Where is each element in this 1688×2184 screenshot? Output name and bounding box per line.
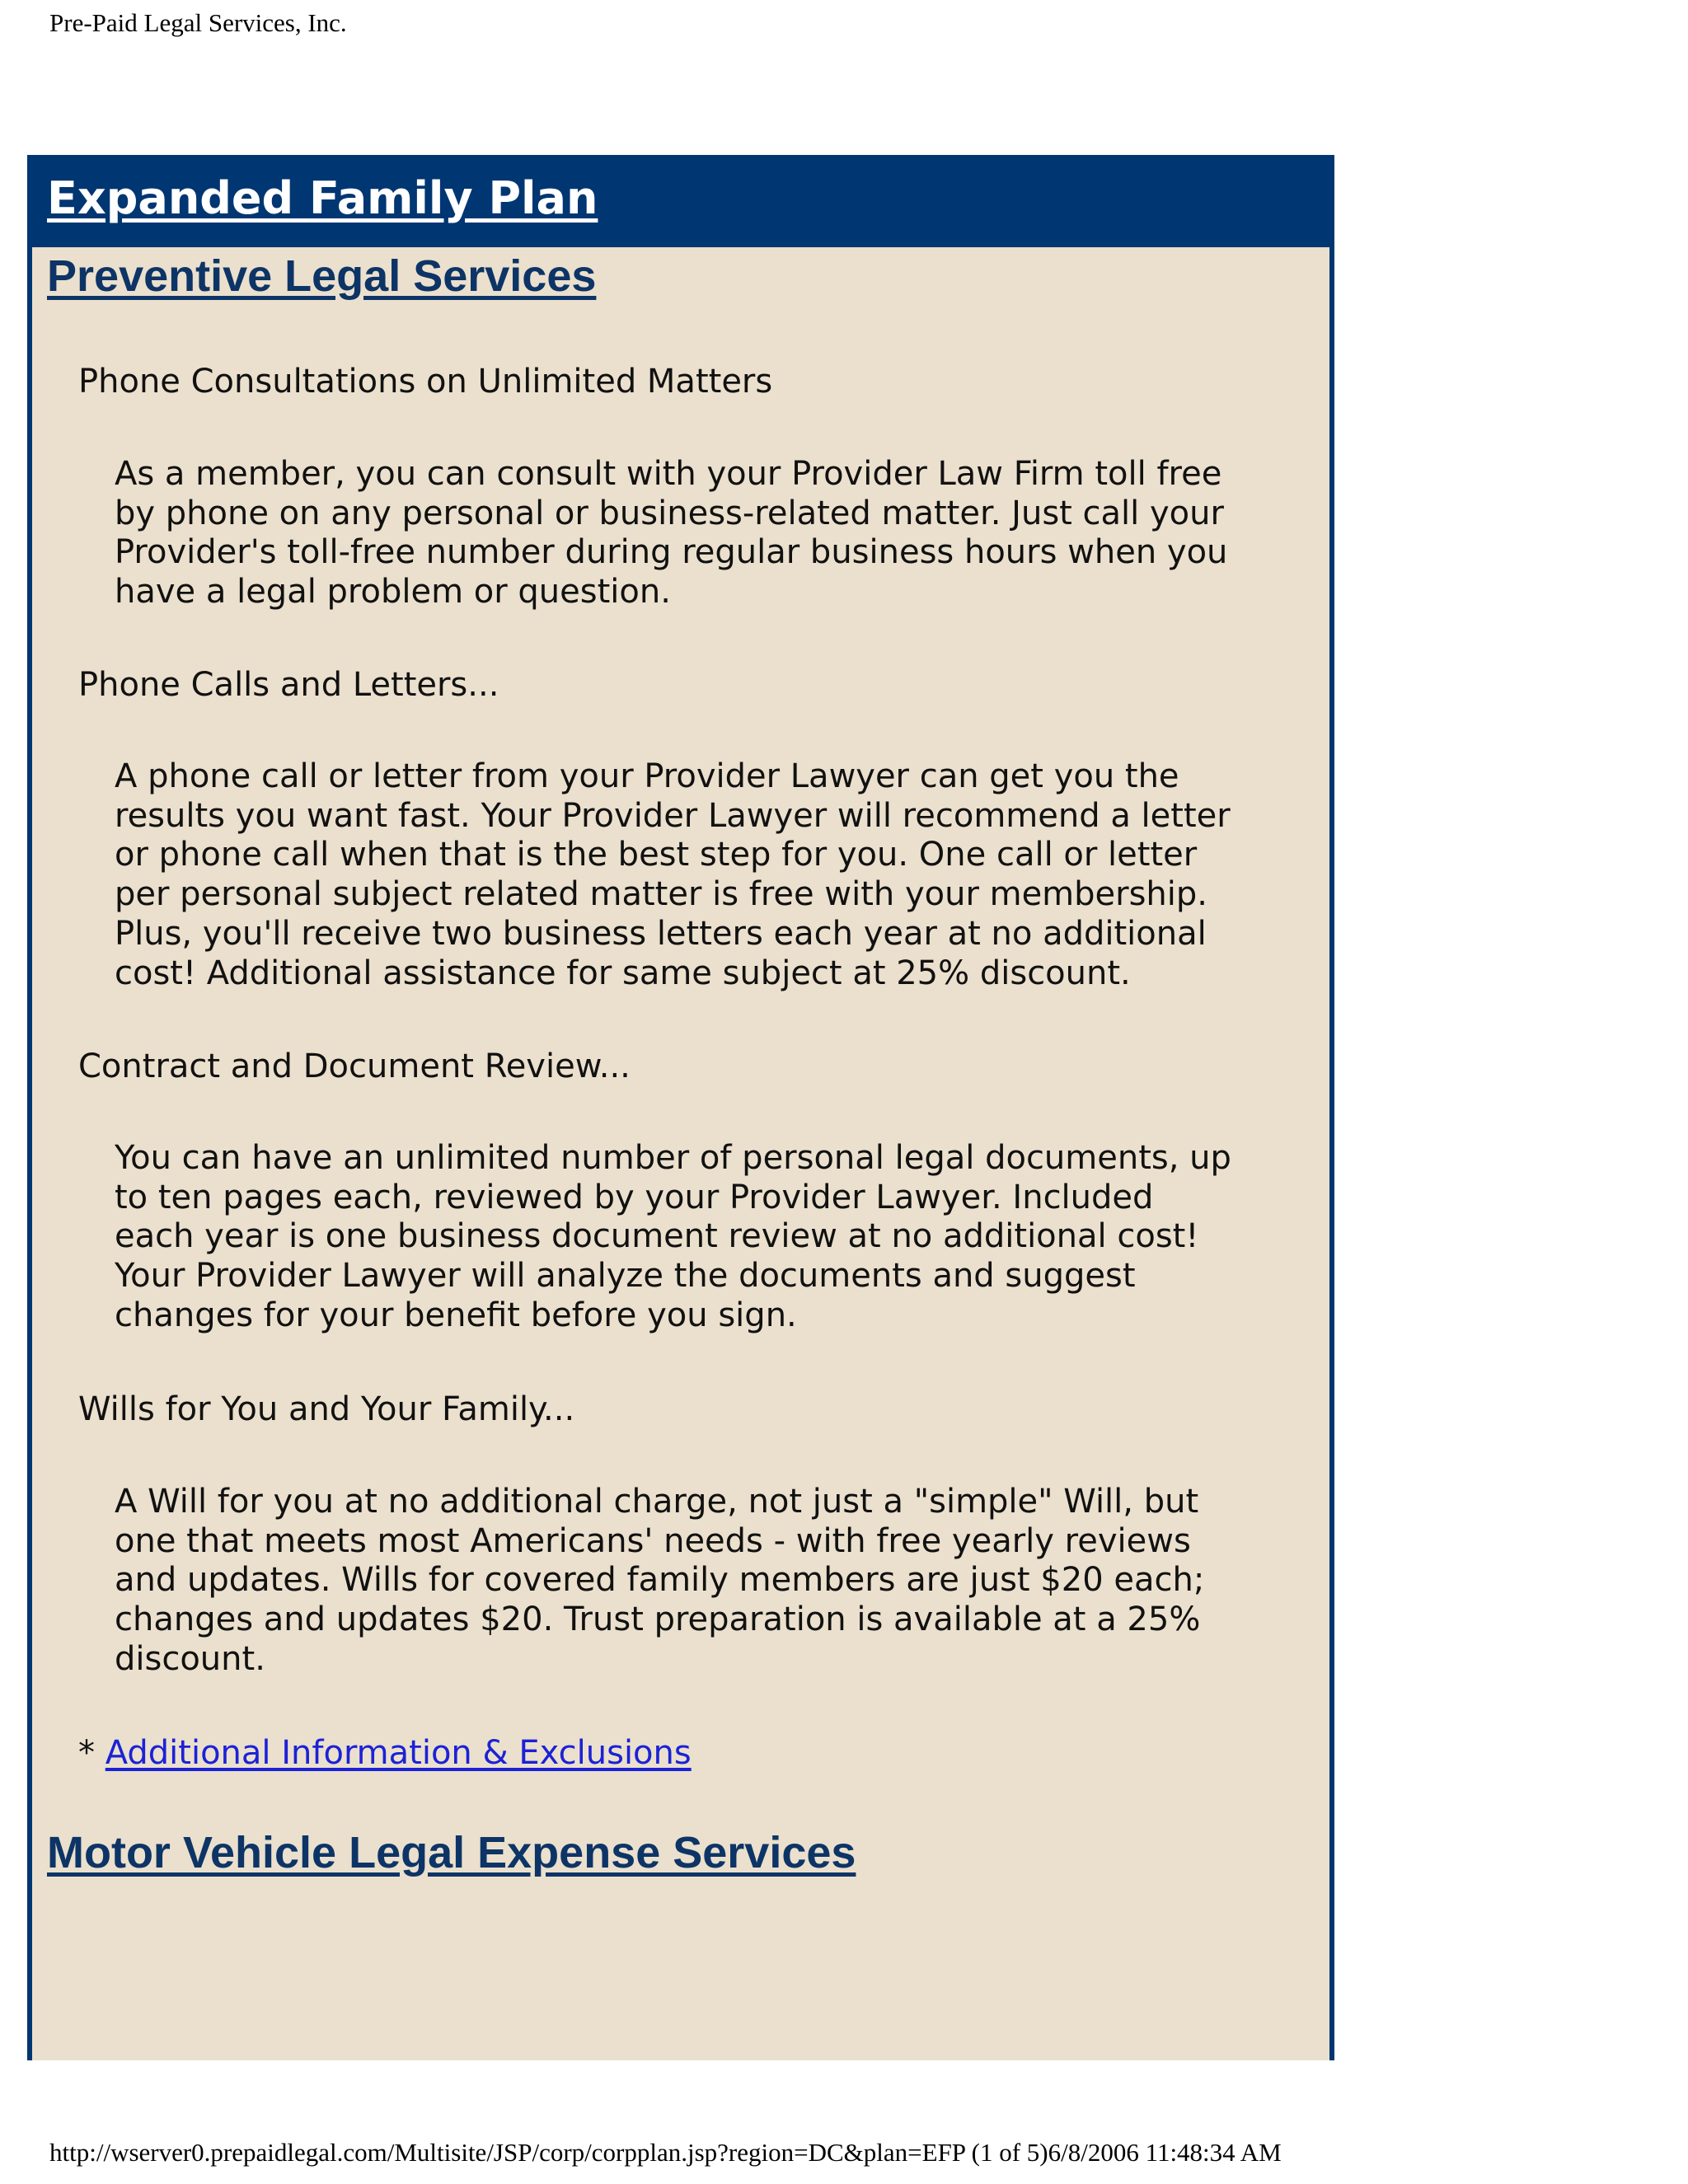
item-body-wills xyxy=(115,1483,1285,1680)
plan-title[interactable]: Expanded Family Plan xyxy=(47,172,598,224)
body-line: A Will for you at no additional charge, not just a "simple" Will, but xyxy=(115,1483,1199,1521)
body-line: per personal subject related matter is free with your membership. xyxy=(115,875,1207,914)
body-line: Plus, you'll receive two business letters each year at no additional xyxy=(115,914,1207,953)
body-line: A phone call or letter from your Provider Lawyer can get you the xyxy=(115,757,1179,795)
body-line: have a legal problem or question. xyxy=(115,573,671,612)
body-line: Provider's toll-free number during regular business hours when you xyxy=(115,533,1228,572)
additional-info-link[interactable]: Additional Information & Exclusions xyxy=(105,1734,692,1772)
body-line: one that meets most Americans' needs - with free yearly reviews xyxy=(115,1521,1191,1560)
body-line: discount. xyxy=(115,1639,265,1678)
item-title-document-review: Contract and Document Review... xyxy=(78,1047,631,1085)
body-line: and updates. Wills for covered family members are just $20 each; xyxy=(115,1561,1205,1600)
body-line: or phone call when that is the best step for you. One call or letter xyxy=(115,836,1198,874)
section-heading-preventive[interactable]: Preventive Legal Services xyxy=(47,251,597,301)
item-title-phone-consultations: Phone Consultations on Unlimited Matters xyxy=(78,363,773,401)
body-line: changes for your benefit before you sign. xyxy=(115,1296,797,1334)
footnote xyxy=(78,1733,692,1773)
body-line: cost! Additional assistance for same subject at 25% discount. xyxy=(115,954,1131,992)
item-title-phone-calls-letters: Phone Calls and Letters... xyxy=(78,666,499,704)
print-footer: http://wserver0.prepaidlegal.com/Multisite/JSP/corp/corpplan.jsp?region=DC&plan=EFP (1 of 5)6/8/2006 11:48:34 AM xyxy=(49,2138,1282,2167)
item-body-document-review xyxy=(115,1139,1285,1336)
body-line: to ten pages each, reviewed by your Provider Lawyer. Included xyxy=(115,1178,1154,1216)
section-heading-motor-vehicle[interactable]: Motor Vehicle Legal Expense Services xyxy=(47,1828,856,1877)
item-title-wills: Wills for You and Your Family... xyxy=(78,1390,575,1428)
body-line: changes and updates $20. Trust preparation is available at a 25% xyxy=(115,1601,1201,1639)
body-line: results you want fast. Your Provider Lawyer will recommend a letter xyxy=(115,796,1231,835)
body-line: by phone on any personal or business-related matter. Just call your xyxy=(115,494,1224,532)
footnote-marker: * xyxy=(78,1734,95,1772)
plan-title-bar xyxy=(32,158,1329,247)
body-line: Your Provider Lawyer will analyze the documents and suggest xyxy=(115,1257,1136,1296)
body-line: each year is one business document review at no additional cost! xyxy=(115,1217,1199,1256)
item-body-phone-calls-letters xyxy=(115,757,1285,993)
item-body-phone-consultations xyxy=(115,455,1285,612)
body-line: You can have an unlimited number of personal legal documents, up xyxy=(115,1139,1231,1177)
print-header: Pre-Paid Legal Services, Inc. xyxy=(49,8,347,37)
plan-panel xyxy=(27,155,1334,2060)
body-line: As a member, you can consult with your Provider Law Firm toll free xyxy=(115,455,1222,493)
